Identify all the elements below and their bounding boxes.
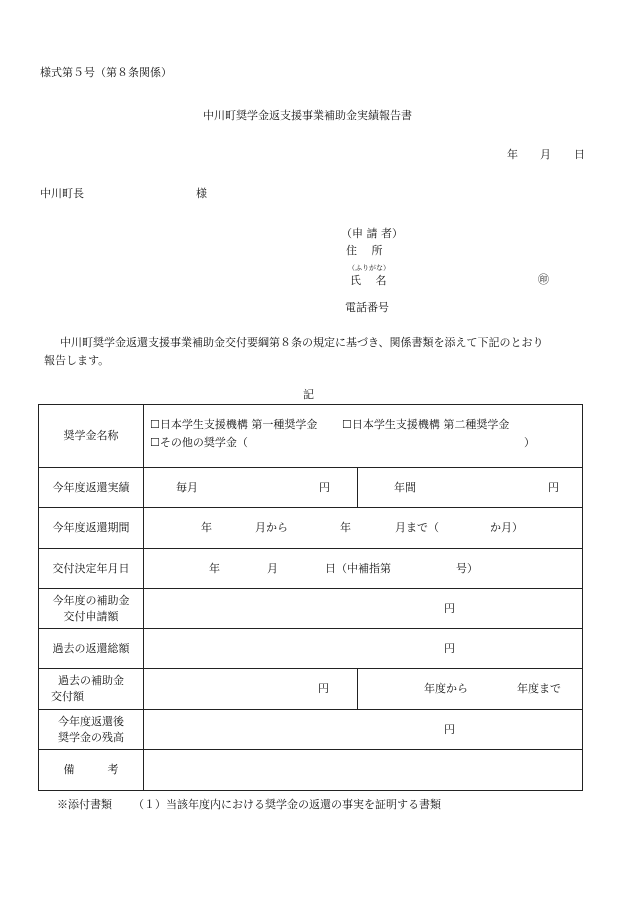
monthly-yen: 円 [319,481,330,494]
decision-month: 月 [267,562,278,575]
past-total-cell[interactable] [144,629,583,669]
option-jasso-type2[interactable]: ☐日本学生支援機構 第二種奨学金 [342,418,510,431]
attachment-label: ※添付書類 [57,798,112,811]
past-total-label: 過去の返還総額 [39,629,144,669]
application-amount-label-2: 交付申請額 [63,609,119,623]
repayment-period-cell[interactable] [144,508,583,549]
period-start-month: 月から [255,521,288,534]
past-grant-label-1: 過去の補助金 [58,674,124,688]
annual-yen: 円 [548,481,559,494]
table-row [39,468,583,508]
period-months: か月） [490,521,523,534]
scholarship-name-cell[interactable] [144,405,583,468]
past-grant-from: 年度から [424,682,468,695]
remarks-label: 備 考 [39,750,144,791]
decision-date-cell[interactable] [144,549,583,589]
table-row [39,750,583,791]
period-end-month: 月まで（ [395,521,439,534]
monthly-amount-cell[interactable] [144,468,358,508]
past-grant-yen: 円 [318,682,329,695]
repayment-period-label: 今年度返還期間 [39,508,144,549]
seal-mark: ㊞ [538,273,549,286]
remaining-balance-cell[interactable] [144,710,583,750]
decision-day-number: 日（中補指第 [325,562,391,575]
date-month-label: 月 [540,148,551,161]
report-table [38,404,583,791]
date-day-label: 日 [574,148,585,161]
application-amount-label [39,589,144,629]
body-text-line1: 中川町奨学金返還支援事業補助金交付要綱第８条の規定に基づき、関係書類を添えて下記のとおり [60,336,544,349]
address-label: 住 所 [346,244,383,257]
document-title: 中川町奨学金返支援事業補助金実績報告書 [203,109,412,122]
annual-label: 年間 [394,481,416,494]
honorific: 様 [196,187,207,200]
table-row [39,405,583,468]
furigana-label: （ふりがな） [348,264,390,272]
remaining-balance-label-1: 今年度返還後 [58,714,124,728]
past-grant-to: 年度まで [517,682,561,695]
body-text-line2: 報告します。 [44,354,110,367]
decision-go: 号） [456,562,478,575]
table-row [39,629,583,669]
remaining-balance-label [39,710,144,750]
application-amount-label-1: 今年度の補助金 [52,593,130,607]
scholarship-name-label: 奨学金名称 [39,405,144,468]
decision-year: 年 [209,562,220,575]
monthly-label: 毎月 [176,481,198,494]
table-row [39,589,583,629]
application-amount-cell[interactable] [144,589,583,629]
table-row [39,710,583,750]
applicant-heading: （申 請 者） [341,227,403,240]
attachment-item-1: （１）当該年度内における奨学金の返還の事実を証明する書類 [133,798,441,811]
past-grant-period-cell[interactable] [358,669,583,710]
remaining-yen: 円 [444,723,455,736]
remarks-cell[interactable] [144,750,583,791]
date-year-label: 年 [507,148,518,161]
option-jasso-type1[interactable]: ☐日本学生支援機構 第一種奨学金 [150,418,318,431]
remaining-balance-label-2: 奨学金の残高 [58,730,124,744]
table-row [39,549,583,589]
period-end-year: 年 [340,521,351,534]
option-other-close: ） [524,436,535,449]
past-total-yen: 円 [444,642,455,655]
phone-label: 電話番号 [345,301,389,314]
option-other[interactable]: ☐その他の奨学金（ [150,436,248,449]
past-grant-amount-cell[interactable] [144,669,358,710]
addressee: 中川町長 [40,187,84,200]
table-row [39,669,583,710]
table-row [39,508,583,549]
application-yen: 円 [444,602,455,615]
annual-amount-cell[interactable] [358,468,583,508]
past-grant-label-2: 交付額 [51,690,84,703]
ki-label: 記 [303,388,314,401]
name-label: 氏 名 [350,274,387,287]
period-start-year: 年 [201,521,212,534]
form-number: 様式第５号（第８条関係） [40,66,172,79]
decision-date-label: 交付決定年月日 [39,549,144,589]
repayment-result-label: 今年度返還実績 [39,468,144,508]
past-grant-label [39,669,144,710]
